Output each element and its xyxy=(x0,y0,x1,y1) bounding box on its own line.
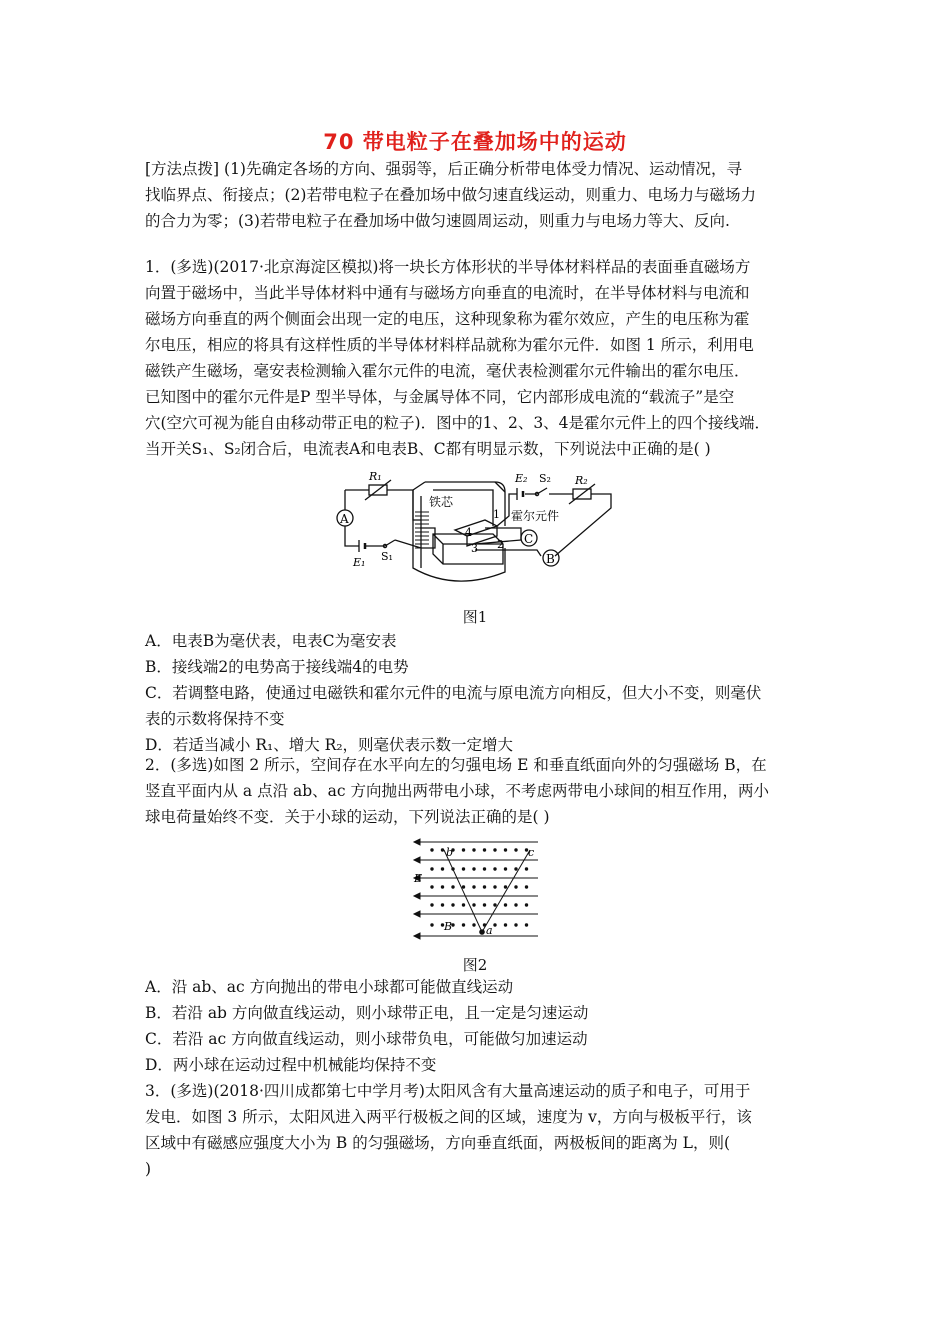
magnetic-field-dot xyxy=(472,885,475,888)
question-2-options xyxy=(145,974,815,1078)
question-line: 磁铁产生磁场，毫安表检测输入霍尔元件的电流，毫伏表检测霍尔元件输出的霍尔电压． xyxy=(145,362,750,380)
option-c: C．若沿 ac 方向做直线运动，则小球带负电，可能做匀加速运动 xyxy=(145,1030,588,1048)
option-b: B．接线端2的电势高于接线端4的电势 xyxy=(145,658,409,676)
magnetic-field-dot xyxy=(462,885,465,888)
meter-b-label: B xyxy=(546,552,555,566)
magnetic-field-dot xyxy=(504,885,507,888)
label-a: a xyxy=(486,924,493,937)
magnetic-field-dot xyxy=(504,848,507,851)
option-d: D．若适当减小 R₁、增大 R₂，则毫伏表示数一定增大 xyxy=(145,736,514,754)
question-line: 区域中有磁感应强度大小为 B 的匀强磁场，方向垂直纸面，两极板间的距离为 L，则( xyxy=(145,1134,731,1152)
option-c-cont: 表的示数将保持不变 xyxy=(145,710,285,728)
label-B: B xyxy=(444,920,453,933)
magnetic-field-dot xyxy=(483,848,486,851)
magnetic-field-dot xyxy=(441,848,444,851)
label-E: E xyxy=(414,872,423,885)
question-line: 发电．如图 3 所示，太阳风进入两平行极板之间的区域，速度为 v，方向与极板平行，该 xyxy=(145,1108,752,1126)
field-arrowhead xyxy=(414,839,420,845)
figure-2-caption: 图2 xyxy=(462,956,488,974)
question-line: 尔电压，相应的将具有这样性质的半导体材料样品就称为霍尔元件．如图 1 所示，利用电 xyxy=(145,336,754,354)
magnetic-field-dot xyxy=(514,848,517,851)
field-arrowhead xyxy=(414,857,420,863)
method-note-line: 的合力为零；(3)若带电粒子在叠加场中做匀速圆周运动，则重力与电场力等大、反向. xyxy=(145,212,730,230)
s2-label: S₂ xyxy=(539,472,551,485)
magnetic-field-dot xyxy=(525,867,528,870)
magnetic-field-dot xyxy=(514,903,517,906)
magnetic-field-dot xyxy=(472,867,475,870)
question-3-stem xyxy=(145,1078,815,1182)
iron-core-label: 铁芯 xyxy=(429,495,454,509)
label-b: b xyxy=(446,846,454,859)
magnetic-field-dot xyxy=(462,923,465,926)
magnetic-field-dot xyxy=(451,903,454,906)
magnetic-field-dot xyxy=(493,867,496,870)
magnetic-field-dot xyxy=(430,903,433,906)
magnetic-field-dot xyxy=(441,885,444,888)
option-b: B．若沿 ab 方向做直线运动，则小球带正电，且一定是匀速运动 xyxy=(145,1004,589,1022)
magnetic-field-dot xyxy=(462,903,465,906)
option-a: A．沿 ab、ac 方向抛出的带电小球都可能做直线运动 xyxy=(145,978,514,996)
magnetic-field-dot xyxy=(430,885,433,888)
magnetic-field-dot xyxy=(472,903,475,906)
magnetic-field-dot xyxy=(430,867,433,870)
option-c: C．若调整电路，使通过电磁铁和霍尔元件的电流与原电流方向相反，但大小不变，则毫伏 xyxy=(145,684,762,702)
label-c: c xyxy=(528,846,535,859)
magnetic-field-dot xyxy=(493,903,496,906)
magnetic-field-dot xyxy=(451,885,454,888)
field-arrowhead xyxy=(414,911,420,917)
e1-label: E₁ xyxy=(353,556,366,569)
magnetic-field-dot xyxy=(514,885,517,888)
magnetic-field-dot xyxy=(493,885,496,888)
question-line: 1．(多选)(2017·北京海淀区模拟)将一块长方体形状的半导体材料样品的表面垂直磁场方 xyxy=(145,258,751,276)
r2-label: R₂ xyxy=(575,474,588,487)
question-line: ) xyxy=(145,1160,152,1178)
hall-element-label: 霍尔元件 xyxy=(511,509,560,523)
figure-2-field-diagram xyxy=(410,836,542,944)
magnetic-field-dot xyxy=(472,923,475,926)
terminal-3-label: 3 xyxy=(471,542,478,555)
meter-c-label: C xyxy=(524,532,534,546)
question-line: 2．(多选)如图 2 所示，空间存在水平向左的匀强电场 E 和垂直纸面向外的匀强磁场 B，在 xyxy=(145,756,767,774)
magnetic-field-dot xyxy=(441,903,444,906)
magnetic-field-dot xyxy=(483,867,486,870)
question-line: 向置于磁场中，当此半导体材料中通有与磁场方向垂直的电流时，在半导体材料与电流和 xyxy=(145,284,750,302)
magnetic-field-dot xyxy=(462,867,465,870)
figure-1-caption: 图1 xyxy=(462,608,488,626)
terminal-2-label: 2 xyxy=(497,538,504,551)
method-note-line: 找临界点、衔接点；(2)若带电粒子在叠加场中做匀速直线运动，则重力、电场力与磁场力 xyxy=(145,186,756,204)
magnetic-field-dot xyxy=(525,903,528,906)
meter-a-label: A xyxy=(340,512,349,526)
magnetic-field-dot xyxy=(514,867,517,870)
magnetic-field-dot xyxy=(504,867,507,870)
magnetic-field-dot xyxy=(525,923,528,926)
question-line: 磁场方向垂直的两个侧面会出现一定的电压，这种现象称为霍尔效应，产生的电压称为霍 xyxy=(145,310,750,328)
question-line: 球电荷量始终不变．关于小球的运动，下列说法正确的是( ) xyxy=(145,808,550,826)
question-line: 3．(多选)(2018·四川成都第七中学月考)太阳风含有大量高速运动的质子和电子，可用于 xyxy=(145,1082,751,1100)
option-a: A．电表B为毫伏表，电表C为毫安表 xyxy=(145,632,397,650)
s1-label: S₁ xyxy=(381,550,393,563)
magnetic-field-dot xyxy=(483,903,486,906)
magnetic-field-dot xyxy=(504,923,507,926)
terminal-1-label: 1 xyxy=(493,508,500,521)
e2-label: E₂ xyxy=(515,472,528,485)
question-line: 当开关S₁、S₂闭合后，电流表A和电表B、C都有明显示数，下列说法中正确的是( ) xyxy=(145,440,711,458)
magnetic-field-dot xyxy=(430,923,433,926)
figure-1-hall-circuit xyxy=(325,468,625,596)
question-1-stem xyxy=(145,254,815,462)
magnetic-field-dot xyxy=(472,848,475,851)
field-arrowhead xyxy=(414,933,420,939)
magnetic-field-dot xyxy=(462,848,465,851)
magnetic-field-dot xyxy=(514,923,517,926)
terminal-4-label: 4 xyxy=(465,526,472,539)
question-line: 竖直平面内从 a 点沿 ab、ac 方向抛出两带电小球，不考虑两带电小球间的相互作用，两小 xyxy=(145,782,770,800)
magnetic-field-dot xyxy=(483,885,486,888)
magnetic-field-dot xyxy=(493,923,496,926)
magnetic-field-dot xyxy=(504,903,507,906)
magnetic-field-dot xyxy=(493,848,496,851)
magnetic-field-dot xyxy=(441,867,444,870)
magnetic-field-dot xyxy=(525,885,528,888)
method-note-line: [方法点拨] (1)先确定各场的方向、强弱等，后正确分析带电体受力情况、运动情况，寻 xyxy=(145,160,742,178)
r1-label: R₁ xyxy=(369,470,382,483)
question-line: 穴(空穴可视为能自由移动带正电的粒子)．图中的1、2、3、4是霍尔元件上的四个接线端． xyxy=(145,414,771,432)
question-1-options xyxy=(145,628,815,758)
field-arrowhead xyxy=(414,893,420,899)
page-title: 70 带电粒子在叠加场中的运动 xyxy=(323,130,627,154)
question-line: 已知图中的霍尔元件是P 型半导体，与金属导体不同，它内部形成电流的“载流子”是空 xyxy=(145,388,735,406)
method-note xyxy=(145,156,815,234)
option-d: D．两小球在运动过程中机械能均保持不变 xyxy=(145,1056,437,1074)
question-2-stem xyxy=(145,752,815,830)
magnetic-field-dot xyxy=(430,848,433,851)
